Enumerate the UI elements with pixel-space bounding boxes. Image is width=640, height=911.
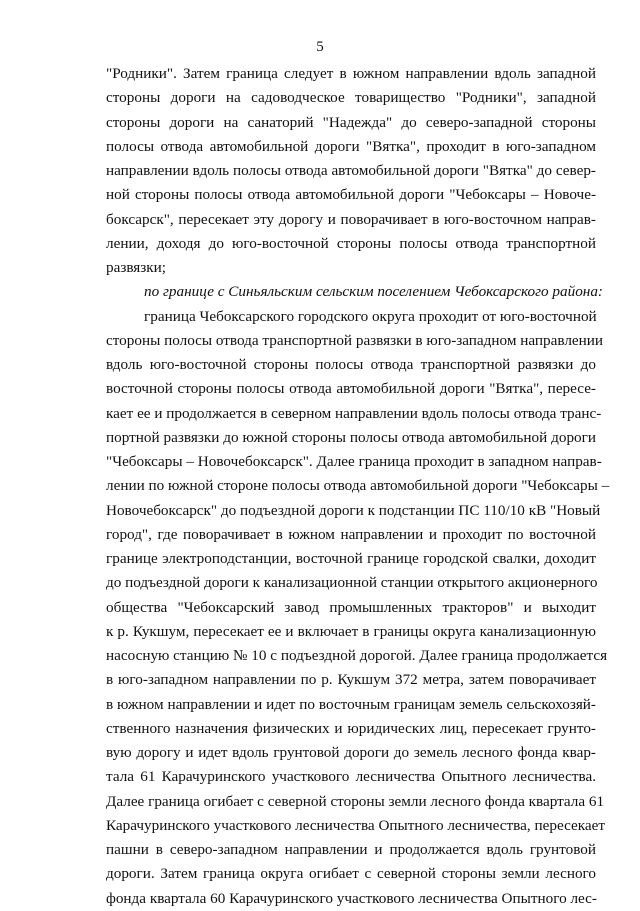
- text-line: стороны дороги на садоводческое товарищество "Родники", западной: [106, 89, 596, 107]
- text-line: тала 61 Карачуринского участкового лесничества Опытного лесничества.: [106, 768, 596, 786]
- text-line: боксарск", пересекает эту дорогу и поворачивает в юго-восточном направ-: [106, 210, 596, 228]
- section-heading: [106, 280, 603, 304]
- text-line: лении по южной стороне полосы отвода автомобильной дороги "Чебоксары –: [106, 477, 610, 495]
- text-line: кает ее и продолжается в северном направлении вдоль полосы отвода транс-: [106, 404, 602, 422]
- text-line: направлении вдоль полосы отвода автомобильной дороги "Вятка" до север-: [106, 162, 596, 179]
- text-line: Далее граница огибает с северной стороны земли лесного фонда квартала 61: [106, 792, 605, 810]
- text-line: вую дорогу и идет вдоль грунтовой дороги до земель лесного фонда квар-: [106, 744, 596, 761]
- paragraph: [106, 305, 610, 911]
- page-number: 5: [316, 39, 324, 55]
- text-line: в южном направлении и идет по восточным границам земель сельскохозяй-: [106, 695, 596, 713]
- text-line: город", где поворачивает в южном направлении и проходит по восточной: [106, 525, 596, 543]
- paragraph: [106, 62, 596, 280]
- text-line: стороны дороги на санаторий "Надежда" до северо-западной стороны: [106, 113, 596, 131]
- text-line: в юго-западном направлении по р. Кукшум 372 метра, затем поворачивает: [106, 671, 596, 689]
- text-line: лении, доходя до юго-восточной стороны полосы отвода транспортной: [106, 234, 596, 252]
- text-line: границе электроподстанции, восточной границе городской свалки, доходит: [106, 550, 596, 567]
- text-line: стороны полосы отвода транспортной развязки в юго-западном направлении: [106, 331, 604, 349]
- text-line: к р. Кукшум, пересекает ее и включает в границы округа канализационную: [106, 622, 596, 640]
- text-line: вдоль юго-восточной стороны полосы отвода транспортной развязки до: [106, 356, 596, 373]
- text-line: портной развязки до южной стороны полосы отвода автомобильной дороги: [106, 428, 596, 446]
- text-line: полосы отвода автомобильной дороги "Вятка", проходит в юго-западном: [106, 137, 596, 155]
- text-line: ственного назначения физических и юридических лиц, пересекает грунто-: [106, 719, 596, 737]
- document-body: [106, 62, 610, 911]
- text-line: "Чебоксары – Новочебоксарск". Далее граница проходит в западном направ-: [106, 453, 602, 470]
- text-line: развязки;: [106, 259, 167, 276]
- text-line: дороги. Затем граница округа огибает с северной стороны земли лесного: [106, 865, 596, 883]
- text-line: по границе с Синьяльским сельским поселением Чебоксарского района:: [144, 283, 603, 301]
- text-line: общества "Чебоксарский завод промышленных тракторов" и выходит: [106, 598, 596, 616]
- text-line: Новочебоксарск" до подъездной дороги к подстанции ПС 110/10 кВ "Новый: [106, 501, 601, 519]
- text-line: "Родники". Затем граница следует в южном направлении вдоль западной: [106, 65, 596, 82]
- text-line: ной стороны полосы отвода автомобильной дороги "Чебоксары – Новоче-: [106, 186, 596, 204]
- text-line: насосную станцию № 10 с подъездной дорогой. Далее граница продолжается: [106, 647, 608, 664]
- text-line: граница Чебоксарского городского округа проходит от юго-восточной: [144, 307, 597, 325]
- text-line: до подъездной дороги к канализационной станции открытого акционерного: [106, 574, 598, 592]
- text-line: Карачуринского участкового лесничества Опытного лесничества, пересекает: [106, 816, 606, 834]
- text-line: пашни в северо-западном направлении и продолжается вдоль грунтовой: [106, 841, 596, 858]
- text-line: фонда квартала 60 Карачуринского участкового лесничества Опытного лес-: [106, 889, 597, 907]
- text-line: восточной стороны полосы отвода автомобильной дороги "Вятка", пересе-: [106, 380, 596, 398]
